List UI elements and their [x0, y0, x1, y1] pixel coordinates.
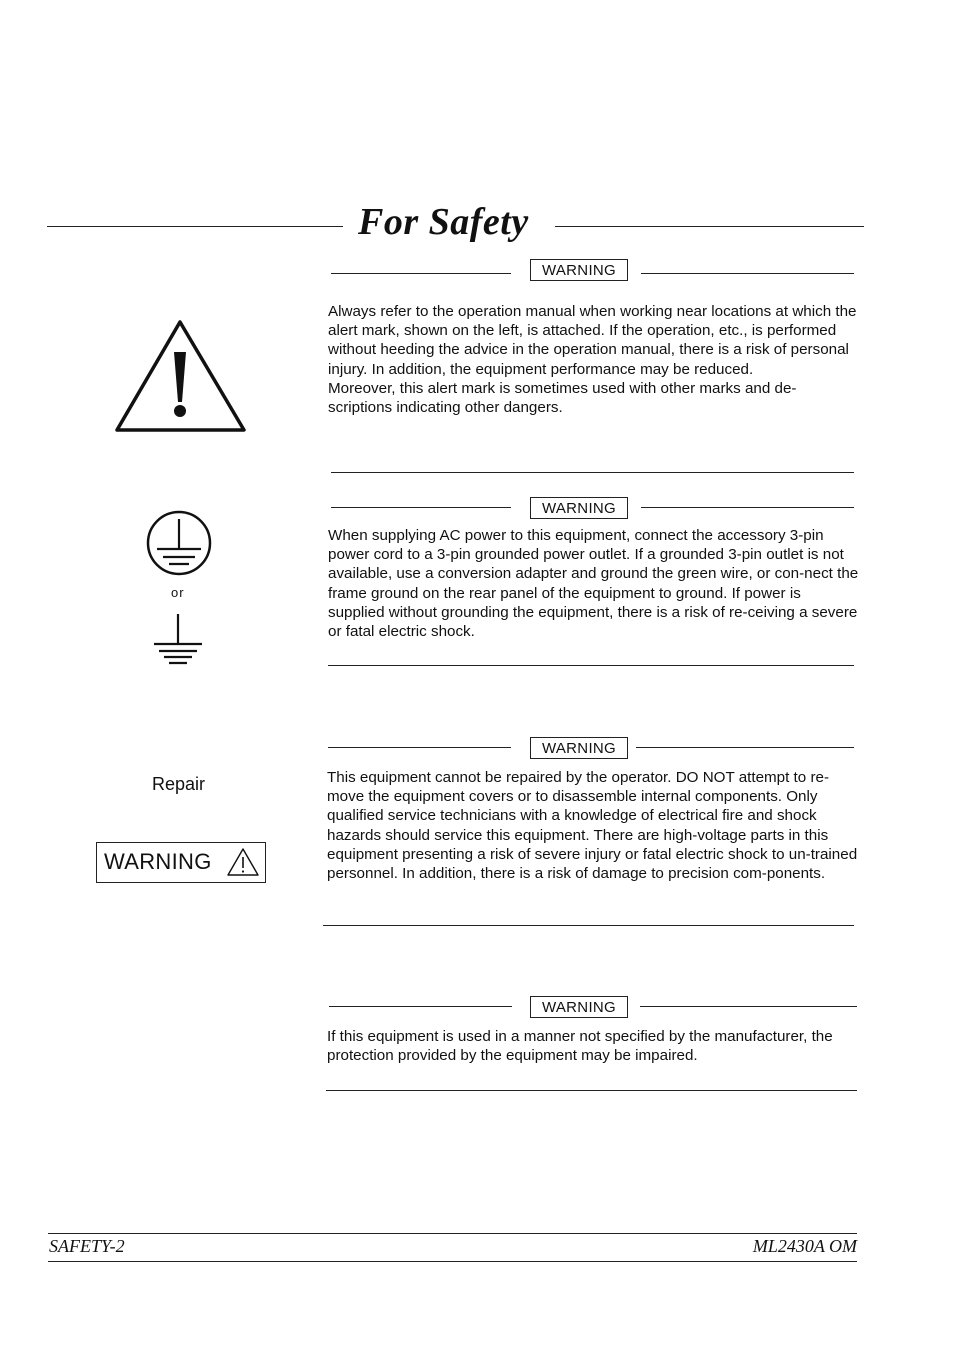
section2-paragraph-1: When supplying AC power to this equipment, connect the accessory 3-pin power cord to a 3-pin grounded power outlet. If a grounded 3-pin outlet is not available, use a conversion adapter and ground the green wire, or con-nect the frame ground on the rear panel of the equipment to ground. If power is supplied without grounding the equipment, there is a risk of re-ceiving a severe or fatal electric shock.	[328, 527, 859, 641]
section3-text	[327, 768, 860, 883]
section2-rule-right	[641, 507, 854, 508]
page-title: For Safety	[358, 201, 529, 243]
section4-bottom-rule	[326, 1090, 857, 1091]
section3-paragraph-1: This equipment cannot be repaired by the operator. DO NOT attempt to re-move the equipment covers or to disassemble internal components. Only qualified service technicians with a knowledge of electrical fire and shock hazards should service this equipment. There are high-voltage parts in this equipment presenting a risk of severe injury or fatal electric shock to un-trained personnel. In addition, there is a risk of damage to precision com-ponents.	[327, 769, 858, 883]
protective-earth-icon	[145, 509, 213, 577]
section1-rule-right	[641, 273, 854, 274]
alert-triangle-icon	[114, 318, 248, 434]
footer-page-number: SAFETY-2	[49, 1236, 125, 1256]
section3-warning-label: WARNING	[530, 737, 628, 759]
section3-rule-right	[636, 747, 854, 748]
warning-badge-triangle-icon	[226, 847, 260, 877]
section4-rule-left	[329, 1006, 512, 1007]
warning-badge-text: WARNING	[104, 849, 212, 874]
section2-text	[328, 526, 860, 641]
section4-text	[327, 1027, 859, 1065]
section1-text	[328, 302, 860, 417]
section1-paragraph-2: Moreover, this alert mark is sometimes used with other marks and de-scriptions indicating other dangers.	[328, 379, 797, 417]
section4-rule-right	[640, 1006, 857, 1007]
footer-document-id: ML2430A OM	[752, 1236, 857, 1256]
section3-rule-left	[328, 747, 511, 748]
ground-icon	[152, 612, 204, 666]
section1-rule-left	[331, 273, 511, 274]
section2-warning-label: WARNING	[530, 497, 628, 519]
section2-rule-left	[331, 507, 511, 508]
section1-bottom-rule	[331, 472, 854, 473]
section4-warning-label: WARNING	[530, 996, 628, 1018]
footer-rule-bottom	[48, 1261, 857, 1262]
section1-paragraph-1: Always refer to the operation manual when working near locations at which the alert mark, shown on the left, is attached. If the operation, etc., is performed without heeding the advice in the operation manual, there is a risk of personal injury. In addition, the equipment performance may be reduced.	[328, 303, 857, 378]
title-rule-right	[555, 226, 864, 227]
section4-paragraph-1: If this equipment is used in a manner not specified by the manufacturer, the protection provided by the equipment may be impaired.	[327, 1028, 833, 1065]
section2-bottom-rule	[328, 665, 854, 666]
title-rule-left	[47, 226, 343, 227]
repair-label: Repair	[152, 774, 206, 794]
warning-badge	[96, 842, 266, 883]
footer-rule-top	[48, 1233, 857, 1234]
section1-warning-label: WARNING	[530, 259, 628, 281]
section3-bottom-rule	[323, 925, 854, 926]
icon-separator-or: or	[171, 585, 185, 600]
